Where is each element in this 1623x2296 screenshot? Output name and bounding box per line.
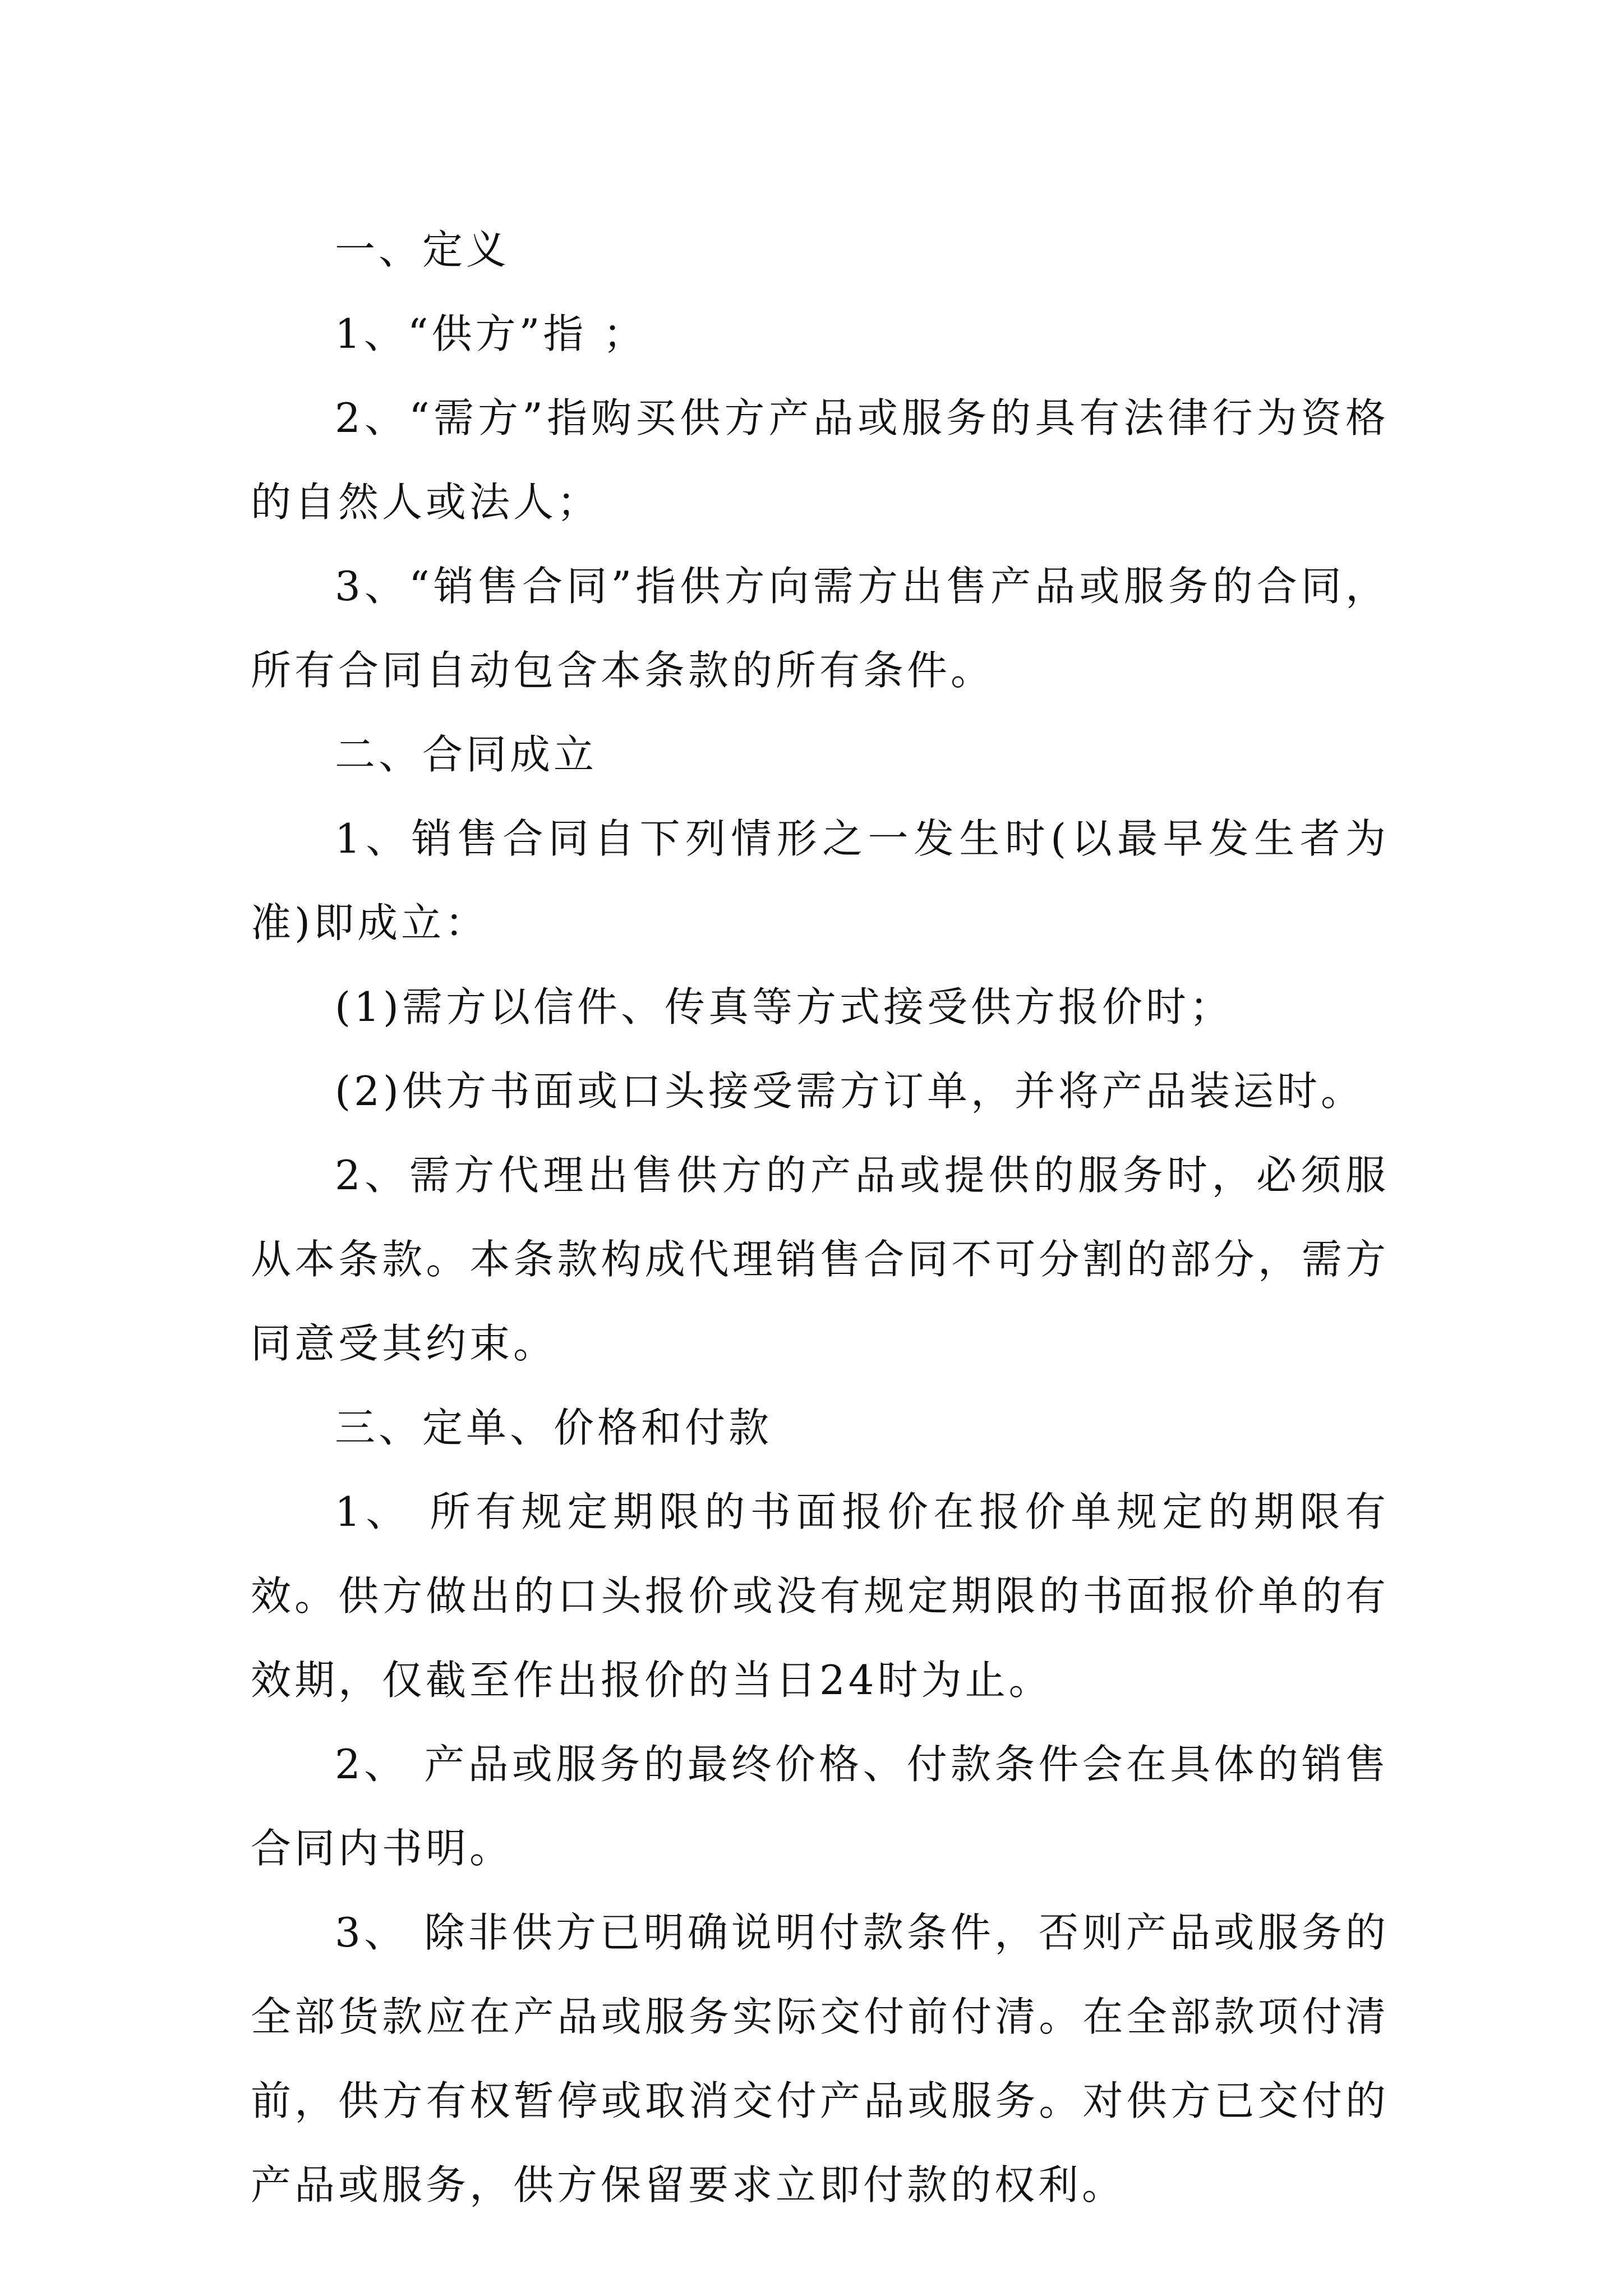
paragraph-quotation-validity: 1、 所有规定期限的书面报价在报价单规定的期限有效。供方做出的口头报价或没有规定期限的书面报价单的有效期，仅截至作出报价的当日24时为止。: [251, 1488, 1389, 1704]
section-heading-contract-formation: 二、合同成立: [335, 731, 598, 778]
paragraph-supplier-definition: 1、“供方”指 ；: [335, 310, 647, 357]
paragraph-final-price: 2、 产品或服务的最终价格、付款条件会在具体的销售合同内书明。: [251, 1741, 1389, 1872]
paragraph-formation-conditions: 1、销售合同自下列情形之一发生时(以最早发生者为准)即成立：: [251, 815, 1389, 946]
paragraph-condition-1: (1)需方以信件、传真等方式接受供方报价时；: [335, 983, 1233, 1030]
paragraph-sales-contract-definition: 3、“销售合同”指供方向需方出售产品或服务的合同，所有合同自动包含本条款的所有条件。: [251, 563, 1389, 694]
paragraph-agency-sales: 2、需方代理出售供方的产品或提供的服务时，必须服从本条款。本条款构成代理销售合同不可分割的部分，需方同意受其约束。: [251, 1152, 1389, 1367]
section-heading-orders-prices-payment: 三、定单、价格和付款: [335, 1404, 773, 1451]
paragraph-buyer-definition: 2、“需方”指购买供方产品或服务的具有法律行为资格的自然人或法人；: [251, 394, 1389, 526]
section-heading-definitions: 一、定义: [335, 226, 510, 273]
document-body: [251, 208, 1389, 2227]
paragraph-condition-2: (2)供方书面或口头接受需方订单，并将产品装运时。: [335, 1068, 1364, 1115]
paragraph-payment-terms: 3、 除非供方已明确说明付款条件，否则产品或服务的全部货款应在产品或服务实际交付前付清。在全部款项付清前，供方有权暂停或取消交付产品或服务。对供方已交付的产品或服务，供方保留要求立即付款的权利。: [251, 1909, 1389, 2208]
